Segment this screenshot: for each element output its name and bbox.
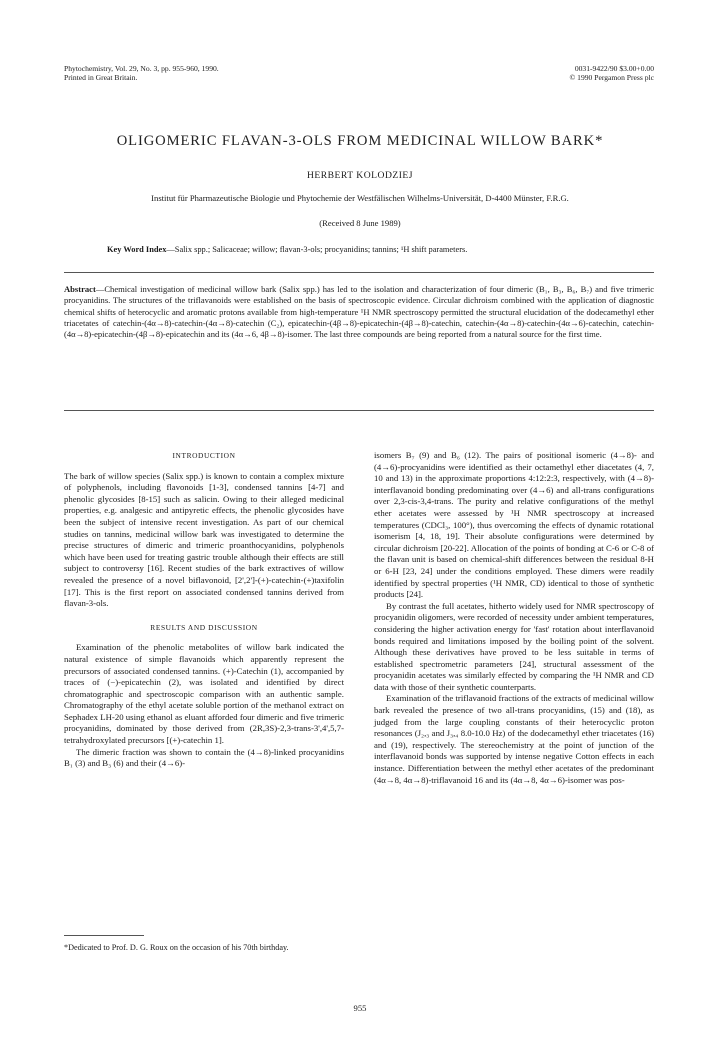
keyword-text: —Salix spp.; Salicaceae; willow; flavan-3-ols; procyanidins; tannins; ¹H shift parameters. (166, 245, 468, 254)
abstract (64, 284, 654, 340)
abstract-bottom-rule (64, 410, 654, 411)
abstract-text: —Chemical investigation of medicinal willow bark (Salix spp.) has led to the isolation and characterization of four dimeric (B₁, B₃, B₆, B₇) and five trimeric procyanidins. The structures of the triflavanoids were established on the basis of spectroscopic evidence. Circular dichroism combined with the application of diagnostic chemical shifts of heterocyclic and aromatic protons available from high-temperature ¹H NMR spectroscopy permitted the structural elucidation of the dodecamethyl ether triacetates of catechin-(4α→8)-catechin-(4α→8)-catechin (C₂), epicatechin-(4β→8)-epicatechin-(4β→8)-catechin, catechin-(4α→8)-catechin-(4α→6)-catechin, catechin-(4α→8)-epicatechin-(4β→8)-epicatechin and its (4α→6, 4β→8)-isomer. The last three compounds are being reported from a natural source for the first time. (64, 284, 654, 340)
abstract-label: Abstract (64, 284, 96, 294)
paper-title: OLIGOMERIC FLAVAN-3-OLS FROM MEDICINAL WILLOW BARK* (116, 133, 604, 149)
left-column (64, 450, 344, 770)
footnote: *Dedicated to Prof. D. G. Roux on the occasion of his 70th birthday. (64, 943, 289, 952)
footnote-rule (64, 935, 144, 936)
right-paragraph-3: Examination of the triflavanoid fractions of the extracts of medicinal willow bark revealed the presence of two all-trans procyanidins, (15) and (18), as judged from the large coupling constants of their heterocyclic proton resonances (J₂,₃ and J₃,₄ 8.0-10.0 Hz) of the dodecamethyl ether triacetates (16) and (19), respectively. The stereochemistry at the point of junction of the interflavanoid bonds was supported by intense negative Cotton effects in each instance. Differentiation between the methyl ether acetates of the predominant (4α→8, 4α→8)-triflavanoid 16 and its (4α→8, 4α→6)-isomer was pos- (374, 693, 654, 785)
author-name: HERBERT KOLODZIEJ (306, 170, 414, 181)
printed-note: Printed in Great Britain. (64, 73, 138, 83)
keyword-label: Key Word Index (107, 245, 167, 254)
received-date: (Received 8 June 1989) (319, 218, 401, 228)
abstract-top-rule (64, 272, 654, 273)
right-paragraph-2: By contrast the full acetates, hitherto widely used for NMR spectroscopy of procyanidin oligomers, were recorded of necessity under ambient temperatures, considering the higher activation energy for 'fast' rotation about interflavanoid bonds required and limitations imposed by the boiling point of the solvent. Although these derivatives have proved to be less suitable in terms of established spectrometric parameters [24], structural assessment of the procyanidin acetates was similarly effected by comparing the ¹H NMR and CD data with those of their synthetic counterparts. (374, 600, 654, 692)
results-paragraph-2: The dimeric fraction was shown to contain the (4→8)-linked procyanidins B₁ (3) and B₃ (6) and their (4→6)- (64, 746, 344, 769)
affiliation: Institut für Pharmazeutische Biologie und Phytochemie der Westfälischen Wilhelms-Universität, D-4400 Münster, F.R.G. (151, 193, 569, 203)
results-paragraph-1: Examination of the phenolic metabolites of willow bark indicated the natural existence of simple flavanoids which apparently represent the precursors of associated condensed tannins. (+)-Catechin (1), accompanied by traces of (−)-epicatechin (2), was isolated and identified by direct chromatographic and spectroscopic comparison with an authentic sample. Chromatography of the ethyl acetate soluble portion of the methanol extract on Sephadex LH-20 using ethanol as eluant afforded four dimeric and five trimeric procyanidins, dominated by those derived from (2R,3S)-2,3-trans-3',4',5,7-tetrahydroxylated precursors [(+)-catechin 1]. (64, 642, 344, 746)
results-heading: RESULTS AND DISCUSSION (150, 622, 258, 632)
introduction-heading: INTRODUCTION (172, 451, 236, 460)
publisher-header (569, 64, 654, 83)
right-column (374, 450, 654, 786)
issn-code: 0031-9422/90 $3.00+0.00 (574, 64, 654, 73)
journal-header (64, 64, 219, 83)
journal-citation: Phytochemistry, Vol. 29, No. 3, pp. 955-960, 1990. (64, 64, 219, 73)
introduction-paragraph: The bark of willow species (Salix spp.) is known to contain a complex mixture of polyphenols, including flavonoids [1-3], condensed tannins [4-7] and phenolic glycosides [8-15] such as salicin. Owing to their alleged medicinal properties, e.g. analgesic and antipyretic effects, the phenolic glycosides have been the subject of intensive recent investigation. As part of our chemical studies on tannins, medicinal willow bark was investigated to determine the precise structures of dimeric and trimeric proanthocyanidins, polyphenols which have been used for treating gastric trouble although their effects are still subject to controversy [16]. Recent studies of the bark extractives of willow revealed the presence of a novel biflavonoid, [2',2']-(+)-catechin-(+)taxifolin [17]. This is the first report on associated condensed tannins derived from flavan-3-ols. (64, 470, 344, 609)
keyword-index (107, 245, 667, 254)
copyright-note: © 1990 Pergamon Press plc (569, 73, 654, 83)
page-number: 955 (353, 1003, 367, 1013)
right-paragraph-1: isomers B₇ (9) and B₆ (12). The pairs of positional isomeric (4→8)- and (4→6)-procyanidins were identified as their octamethyl ether diacetates (4, 7, 10 and 13) in the approximate proportions 4:12:2:3, respectively, with (4→8)-interflavanoid bonding predominating over (4→6) and all-trans configurations over 2,3-cis-3,4-trans. The purity and relative configurations of the methyl ether acetates were assessed by ¹H NMR spectroscopy at increased temperatures (CDCl₃, 100°), thus overcoming the effects of dynamic rotational isomerism [4, 18, 19]. Their absolute configurations were determined by circular dichroism [20-22]. Allocation of the points of bonding at C-6 or C-8 of the flavan unit is based on chemical-shift differences between the residual 8-H or 6-H [23, 24] under the conditions employed. These dimers were readily identified by spectral properties (¹H NMR, CD) identical to those of synthetic products [24]. (374, 450, 654, 600)
